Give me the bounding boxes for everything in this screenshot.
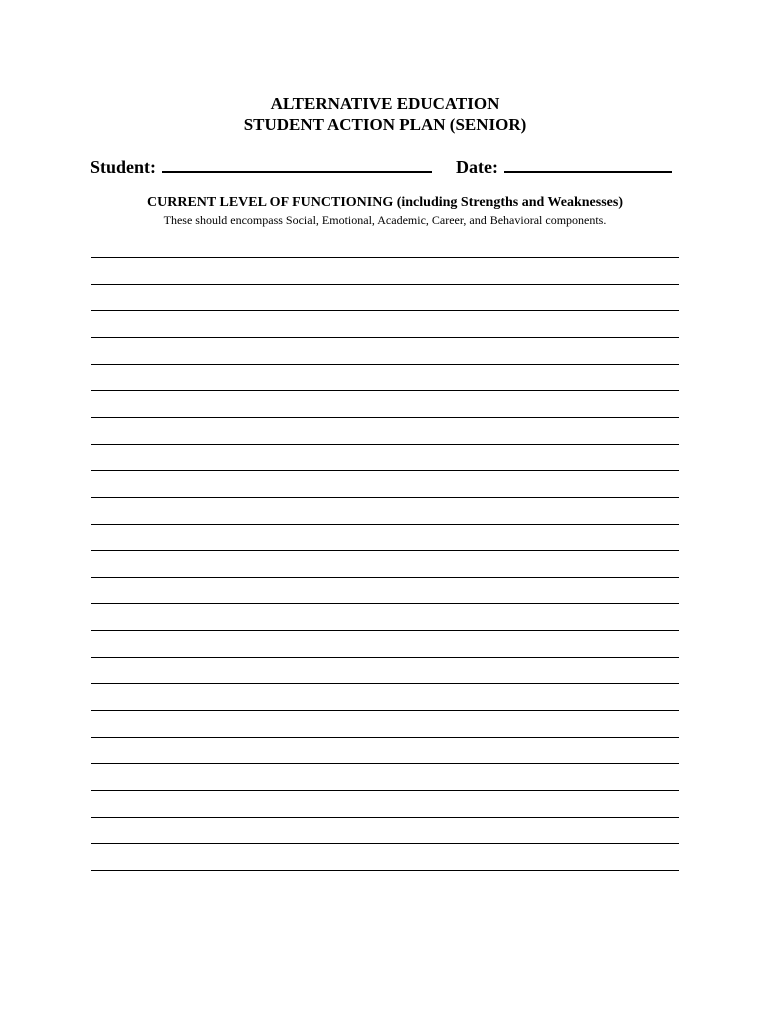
writing-line[interactable] (91, 310, 679, 311)
writing-line[interactable] (91, 817, 679, 818)
writing-line[interactable] (91, 524, 679, 525)
writing-line[interactable] (91, 284, 679, 285)
writing-line[interactable] (91, 630, 679, 631)
writing-line[interactable] (91, 390, 679, 391)
writing-line[interactable] (91, 364, 679, 365)
writing-line[interactable] (91, 870, 679, 871)
writing-line[interactable] (91, 337, 679, 338)
writing-line[interactable] (91, 550, 679, 551)
writing-line[interactable] (91, 763, 679, 764)
student-label: Student: (90, 157, 157, 177)
writing-line[interactable] (91, 657, 679, 658)
writing-line[interactable] (91, 790, 679, 791)
writing-line[interactable] (91, 737, 679, 738)
section-subheading: These should encompass Social, Emotional, Academic, Career, and Behavioral components. (163, 213, 607, 227)
writing-line[interactable] (91, 417, 679, 418)
writing-line[interactable] (91, 577, 679, 578)
writing-line[interactable] (91, 444, 679, 445)
writing-line[interactable] (91, 257, 679, 258)
date-label: Date: (456, 157, 498, 177)
form-title-line-2: STUDENT ACTION PLAN (SENIOR) (243, 115, 527, 134)
writing-line[interactable] (91, 603, 679, 604)
writing-line[interactable] (91, 683, 679, 684)
writing-line[interactable] (91, 710, 679, 711)
writing-line[interactable] (91, 470, 679, 471)
writing-line[interactable] (91, 843, 679, 844)
section-heading: CURRENT LEVEL OF FUNCTIONING (including Strengths and Weaknesses) (147, 195, 623, 210)
writing-line[interactable] (91, 497, 679, 498)
form-title-line-1: ALTERNATIVE EDUCATION (270, 94, 500, 113)
